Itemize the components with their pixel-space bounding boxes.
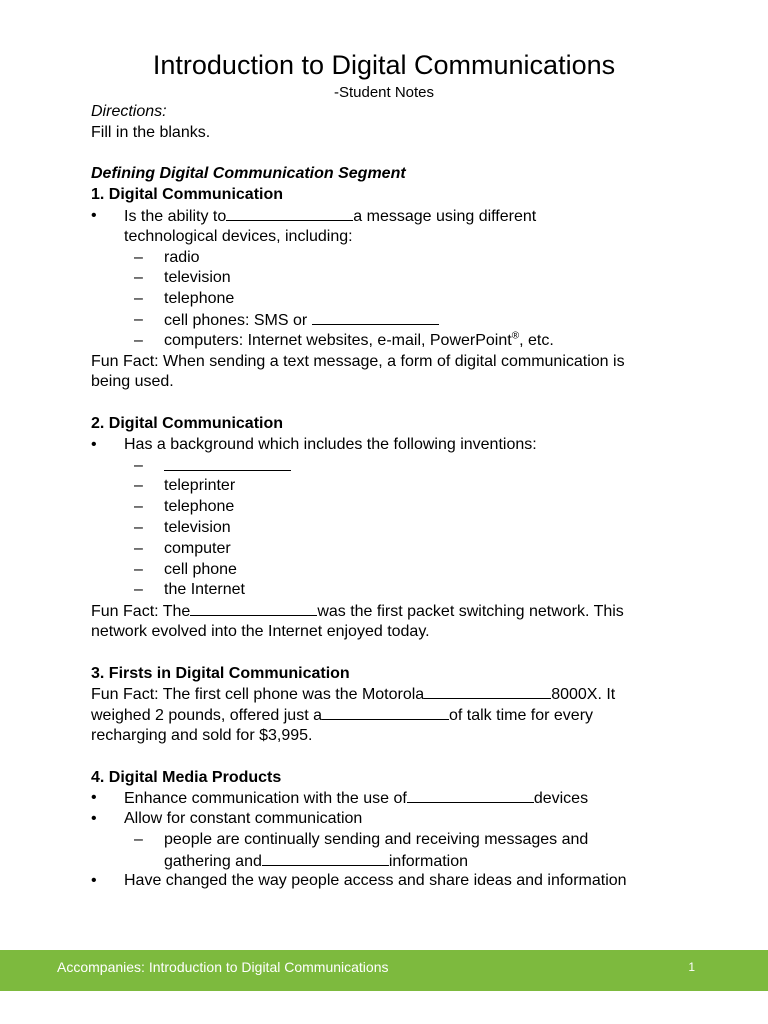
fun-fact-continuation: recharging and sold for $3,995. <box>91 726 313 744</box>
document-body <box>91 102 691 892</box>
section-heading: 4. Digital Media Products <box>91 768 282 786</box>
fill-blank[interactable] <box>312 310 439 325</box>
fun-fact: Fun Fact: The first cell phone was the Motorola 8000X. It <box>91 686 616 704</box>
bullet-item: • Is the ability to a message using different <box>91 206 537 225</box>
footer-text: Accompanies: Introduction to Digital Communications <box>57 959 389 975</box>
fun-fact: Fun Fact: When sending a text message, a form of digital communication is <box>91 352 625 370</box>
section-heading: 2. Digital Communication <box>91 414 284 432</box>
directions-text: Fill in the blanks. <box>91 123 211 141</box>
fill-blank[interactable] <box>407 788 534 803</box>
sub-item: – computer <box>134 539 231 557</box>
registered-mark: ® <box>511 330 520 342</box>
document-subtitle: -Student Notes <box>333 84 435 101</box>
page-footer <box>0 950 768 991</box>
sub-item: – <box>91 456 691 477</box>
segment-title: Defining Digital Communication Segment <box>91 165 406 183</box>
sub-item: – television <box>134 518 231 536</box>
fill-blank[interactable] <box>424 684 551 699</box>
page-number: 1 <box>688 960 695 974</box>
sub-item: – computers: Internet websites, e-mail, PowerPoint®, etc. <box>134 330 554 349</box>
bullet-item: • Enhance communication with the use of devices <box>91 789 589 808</box>
bullet-continuation: technological devices, including: <box>124 227 353 245</box>
sub-item-continuation: gathering and information <box>164 852 469 870</box>
section-heading: 1. Digital Communication <box>91 186 284 204</box>
fun-fact-continuation: being used. <box>91 373 174 391</box>
sub-item: – the Internet <box>134 581 245 599</box>
fun-fact-continuation: weighed 2 pounds, offered just a of talk time for every <box>91 707 594 725</box>
section-heading: 3. Firsts in Digital Communication <box>91 664 350 682</box>
fill-blank[interactable] <box>262 851 389 866</box>
sub-item: – telephone <box>134 290 235 308</box>
sub-item: – cell phone <box>134 560 237 578</box>
fill-blank[interactable] <box>164 456 291 471</box>
directions-label: Directions: <box>91 103 167 120</box>
sub-item: – television <box>134 269 231 287</box>
fun-fact-continuation: network evolved into the Internet enjoyed today. <box>91 622 430 640</box>
sub-item: – telephone <box>134 498 235 516</box>
document-title: Introduction to Digital Communications <box>152 50 616 80</box>
bullet-marker: • <box>91 206 97 224</box>
fun-fact: Fun Fact: The was the first packet switching network. This <box>91 603 624 621</box>
fill-blank[interactable] <box>322 705 449 720</box>
sub-item: – radio <box>134 248 200 266</box>
sub-item: – cell phones: SMS or <box>91 310 691 331</box>
bullet-item: • Has a background which includes the following inventions: <box>91 435 537 453</box>
sub-item: – people are continually sending and receiving messages and <box>134 830 589 848</box>
fill-blank[interactable] <box>226 206 353 221</box>
sub-item: – teleprinter <box>134 477 236 495</box>
bullet-item: • Have changed the way people access and share ideas and information <box>91 872 627 890</box>
bullet-item: • Allow for constant communication <box>91 810 363 828</box>
fill-blank[interactable] <box>190 601 317 616</box>
